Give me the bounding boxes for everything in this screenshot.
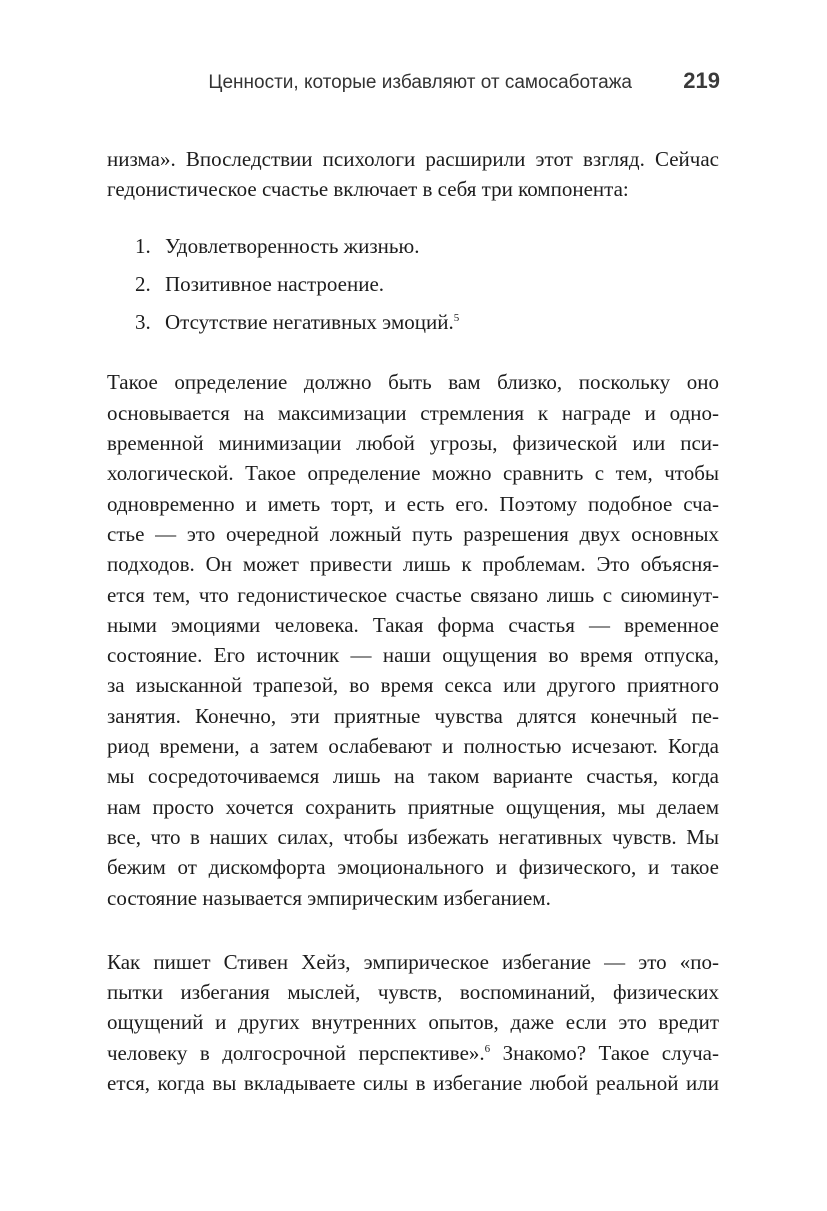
text-line: хологической. Такое определение можно сравнить с тем, чтобы (107, 461, 719, 486)
text-line: нам просто хочется сохранить приятные ощущения, мы делаем (107, 794, 719, 819)
page-number: 219 (683, 68, 720, 93)
footnote-marker: 6 (484, 1042, 491, 1055)
text-line: ется тем, что гедонистическое счастье связано лишь с сиюминут- (107, 582, 719, 607)
text-line: Как пишет Стивен Хейз, эмпирическое избегание — это «по- (107, 949, 719, 974)
text-line: за изысканной трапезой, во время секса или другого приятного (107, 673, 719, 698)
text-line: состояние. Его источник — наши ощущения во время отпуска, (107, 643, 719, 668)
text-line (107, 1038, 719, 1068)
page-body (107, 144, 719, 1098)
text-line: мы сосредоточиваемся лишь на таком варианте счастья, когда (107, 764, 719, 789)
text-fragment: человеку в долгосрочной перспективе». (107, 1040, 485, 1065)
list-item (107, 231, 719, 261)
text-line: занятия. Конечно, эти приятные чувства длятся конечный пе- (107, 703, 719, 728)
list-number: 1. (135, 233, 151, 258)
running-header (0, 66, 827, 102)
list-text-with-footnote (165, 307, 459, 337)
running-title: Ценности, которые избавляют от самосаботажа (208, 72, 632, 93)
footnote-marker: 5 (453, 312, 460, 325)
text-line: одновременно и иметь торт, и есть его. Поэтому подобное сча- (107, 491, 719, 516)
list-text: Позитивное настроение. (165, 271, 385, 296)
body-paragraph-1 (107, 367, 719, 912)
text-line: временной минимизации любой угрозы, физической или пси- (107, 431, 719, 456)
text-line: ощущений и других внутренних опытов, даже если это вредит (107, 1010, 719, 1035)
text-line: все, что в наших силах, чтобы избежать негативных чувств. Мы (107, 824, 719, 849)
list-item (107, 269, 719, 299)
list-text: Отсутствие негативных эмоций. (165, 310, 454, 335)
list-number: 3. (135, 310, 151, 335)
text-line: риод времени, а затем ослабевают и полностью исчезают. Когда (107, 734, 719, 759)
numbered-list (107, 231, 719, 338)
text-line: бежим от дискомфорта эмоционального и физического, и такое (107, 855, 719, 880)
text-line: основывается на максимизации стремления к награде и одно- (107, 400, 719, 425)
text-line: гедонистическое счастье включает в себя три компонента: (107, 177, 629, 202)
text-line: подходов. Он может привести лишь к проблемам. Это объясня- (107, 552, 719, 577)
text-line: ется, когда вы вкладываете силы в избегание любой реальной или (107, 1071, 719, 1096)
intro-paragraph (107, 144, 719, 205)
list-item (107, 307, 719, 337)
text-line: стье — это очередной ложный путь разрешения двух основных (107, 521, 719, 546)
text-line: состояние называется эмпирическим избеганием. (107, 885, 551, 910)
body-paragraph-2 (107, 947, 719, 1098)
text-line: Такое определение должно быть вам близко, поскольку оно (107, 370, 719, 395)
list-text: Удовлетворенность жизнью. (165, 233, 420, 258)
text-fragment: Знакомо? Такое случа- (490, 1040, 719, 1065)
list-number: 2. (135, 271, 151, 296)
text-line: пытки избегания мыслей, чувств, воспоминаний, физических (107, 980, 719, 1005)
text-line: ными эмоциями человека. Такая форма счастья — временное (107, 612, 719, 637)
text-line: низма». Впоследствии психологи расширили этот взгляд. Сейчас (107, 147, 719, 171)
